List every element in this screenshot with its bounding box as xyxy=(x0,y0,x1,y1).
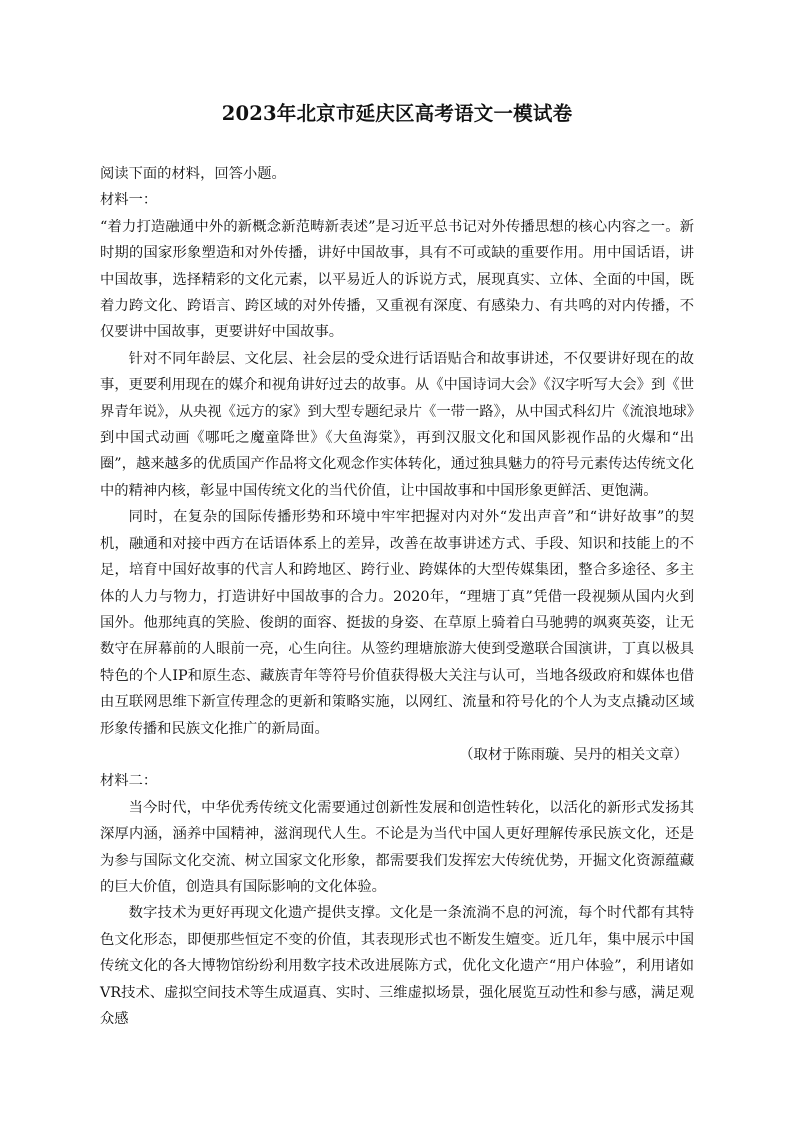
material1-paragraph-3: 同时，在复杂的国际传播形势和环境中牢牢把握对内对外“发出声音”和“讲好故事”的契机，融通和对接中西方在话语体系上的差异，改善在故事讲述方式、手段、知识和技能上的不足，培育中国好故事的代言人和跨地区、跨行业、跨媒体的大型传媒集团，整合多途径、多主体的人力与物力，打造讲好中国故事的合力。2020年，“理塘丁真”凭借一段视频从国内火到国外。他那纯真的笑脸、俊朗的面容、挺拔的身姿、在草原上骑着白马驰骋的飒爽英姿，让无数守在屏幕前的人眼前一亮，心生向往。从签约理塘旅游大使到受邀联合国演讲，丁真以极具特色的个人IP和原生态、藏族青年等符号价值获得极大关注与认可，当地各级政府和媒体也借由互联网思维下新宣传理念的更新和策略实施，以网红、流量和符号化的个人为支点撬动区域形象传播和民族文化推广的新局面。 xyxy=(100,509,694,737)
page-title: 2023年北京市延庆区高考语文一模试卷 xyxy=(221,102,573,125)
material1-source: （取材于陈雨璇、吴丹的相关文章） xyxy=(459,746,688,763)
material2-paragraph-1: 当今时代，中华优秀传统文化需要通过创新性发展和创造性转化，以活化的新形式发扬其深厚内涵，涵养中国精神，滋润现代人生。不论是为当代中国人更好理解传承民族文化，还是为参与国际文化交流、树立国家文化形象，都需要我们发挥宏大传统优势，开掘文化资源蕴藏的巨大价值，创造具有国际影响的文化体验。 xyxy=(100,799,694,895)
material1-paragraph-1: “着力打造融通中外的新概念新范畴新表述”是习近平总书记对外传播思想的核心内容之一。新时期的国家形象塑造和对外传播，讲好中国故事，具有不可或缺的重要作用。用中国话语，讲中国故事，选择精彩的文化元素，以平易近人的诉说方式，展现真实、立体、全面的中国，既着力跨文化、跨语言、跨区域的对外传播，又重视有深度、有感染力、有共鸣的对内传播，不仅要讲中国故事，更要讲好中国故事。 xyxy=(100,218,694,341)
material2-label: 材料二： xyxy=(100,773,158,790)
material1-paragraph-2: 针对不同年龄层、文化层、社会层的受众进行话语贴合和故事讲述，不仅要讲好现在的故事，更要利用现在的媒介和视角讲好过去的故事。从《中国诗词大会》《汉字听写大会》到《世界青年说》，从央视《远方的家》到大型专题纪录片《一带一路》，从中国式科幻片《流浪地球》到中国式动画《哪吒之魔童降世》《大鱼海棠》，再到汉服文化和国风影视作品的火爆和“出圈”，越来越多的优质国产作品将文化观念作实体转化，通过独具魅力的符号元素传达传统文化中的精神内核，彰显中国传统文化的当代价值，让中国故事和中国形象更鲜活、更饱满。 xyxy=(100,350,694,499)
material1-label: 材料一： xyxy=(100,192,158,209)
material2-paragraph-2: 数字技术为更好再现文化遗产提供支撑。文化是一条流淌不息的河流，每个时代都有其特色文化形态，即便那些恒定不变的价值，其表现形式也不断发生嬗变。近几年，集中展示中国传统文化的各大博物馆纷纷利用数字技术改进展陈方式，优化文化遗产“用户体验”，利用诸如VR技术、虚拟空间技术等生成逼真、实时、三维虚拟场景，强化展览互动性和参与感，满足观众感 xyxy=(100,905,694,1027)
instruction-text: 阅读下面的材料，回答小题。 xyxy=(100,166,286,182)
document-body xyxy=(100,161,694,1032)
